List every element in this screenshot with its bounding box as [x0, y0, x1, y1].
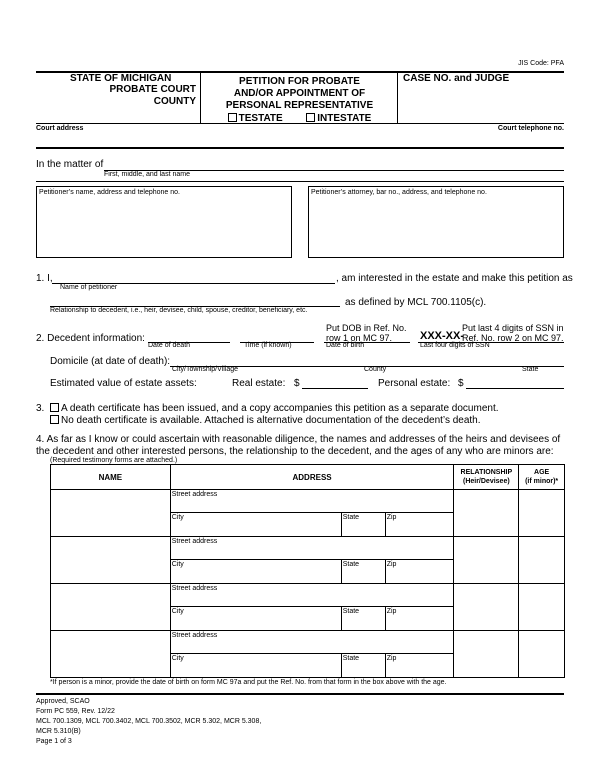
state-label: State — [342, 561, 360, 568]
petitioner-box-label: Petitioner’s name, address and telephone no. — [39, 189, 181, 196]
domicile-label: Domicile (at date of death): — [50, 356, 171, 367]
city-label: City — [171, 608, 184, 615]
col-age — [519, 465, 565, 490]
street-label: Street address — [171, 491, 218, 498]
intestate-label: INTESTATE — [317, 113, 372, 124]
col-relationship-line-2: (Heir/Devisee) — [462, 478, 510, 485]
heir-age-cell[interactable] — [519, 631, 565, 678]
intestate-checkbox[interactable] — [306, 113, 315, 122]
item1-number: 1. I, — [36, 273, 53, 284]
item4-text: 4. As far as I know or could ascertain with reasonable diligence, the names and addresses of the heirs and devisees of the decedent and other interested persons, the relationship to the decedent, and the ages of any who are minors are: — [36, 434, 561, 457]
col-relationship-line-1: RELATIONSHIP — [460, 469, 513, 476]
city-label: City — [171, 514, 184, 521]
minor-footnote: *If person is a minor, provide the date of birth on form MC 97a and put the Ref. No. from that form in the box above with the age. — [50, 679, 447, 686]
table-row — [51, 584, 565, 631]
county-label: COUNTY — [153, 96, 196, 107]
form-title-line-3: PERSONAL REPRESENTATIVE — [225, 100, 374, 111]
heir-address-cell[interactable] — [170, 537, 454, 584]
no-certificate-checkbox[interactable] — [50, 415, 59, 424]
heir-relationship-cell[interactable] — [454, 537, 519, 584]
no-certificate-text: No death certificate is available. Attached is alternative documentation of the decedent’s death. — [61, 415, 481, 426]
matter-label: In the matter of — [36, 159, 104, 170]
heir-address-cell[interactable] — [170, 631, 454, 678]
item4-note: (Required testimony forms are attached.) — [50, 457, 178, 464]
dob-note — [326, 323, 407, 343]
street-label: Street address — [171, 585, 218, 592]
col-address: ADDRESS — [170, 465, 454, 490]
date-of-death-sublabel: Date of death — [148, 342, 191, 349]
death-certificate-checkbox[interactable] — [50, 403, 59, 412]
estimated-label: Estimated value of estate assets: — [50, 378, 197, 389]
heir-address-cell[interactable] — [170, 490, 454, 537]
dob-sublabel: Date of birth — [326, 342, 365, 349]
ssn-note-line-1: Put last 4 digits of SSN in — [462, 323, 564, 333]
footer-line-3: MCL 700.1309, MCL 700.3402, MCL 700.3502, MCR 5.302, MCR 5.308, — [36, 718, 262, 725]
col-relationship — [454, 465, 519, 490]
court-info-rule — [36, 147, 564, 149]
real-estate-dollar: $ — [294, 378, 300, 389]
footer-line-5: Page 1 of 3 — [36, 738, 72, 745]
footer-rule — [36, 693, 564, 695]
item3-option2 — [50, 415, 481, 426]
personal-estate-label: Personal estate: — [378, 378, 451, 389]
heir-relationship-cell[interactable] — [454, 490, 519, 537]
ssn-note-line-2: Ref. No. row 2 on MC 97. — [462, 333, 564, 343]
ssn-note — [462, 323, 564, 343]
defined-text: as defined by MCL 700.1105(c). — [345, 297, 487, 308]
heir-relationship-cell[interactable] — [454, 584, 519, 631]
dob-note-line-2: row 1 on MC 97. — [326, 333, 393, 343]
zip-label: Zip — [386, 561, 397, 568]
dob-note-line-1: Put DOB in Ref. No. — [326, 323, 407, 333]
ssn-prefix: XXX-XX- — [420, 330, 465, 342]
zip-label: Zip — [386, 608, 397, 615]
form-title-line-2: AND/OR APPOINTMENT OF — [233, 88, 366, 99]
personal-estate-dollar: $ — [458, 378, 464, 389]
probate-court: PROBATE COURT — [109, 84, 196, 95]
personal-estate-line[interactable] — [466, 388, 564, 389]
table-row — [51, 631, 565, 678]
jis-code: JIS Code: PFA — [518, 60, 564, 67]
form-title — [202, 76, 397, 125]
street-label: Street address — [171, 632, 218, 639]
petitioner-name-sublabel: Name of petitioner — [60, 284, 118, 291]
col-name: NAME — [51, 465, 171, 490]
item3-number: 3. — [36, 403, 45, 414]
footer-line-4: MCR 5.310(B) — [36, 728, 81, 735]
court-address-label: Court address — [36, 125, 84, 132]
state-name: STATE OF MICHIGAN — [70, 73, 172, 84]
ssn-sublabel: Last four digits of SSN — [420, 342, 490, 349]
testate-checkbox[interactable] — [228, 113, 237, 122]
heir-address-cell[interactable] — [170, 584, 454, 631]
time-sublabel: Time (if known) — [244, 342, 292, 349]
heir-relationship-cell[interactable] — [454, 631, 519, 678]
item2-label: 2. Decedent information: — [36, 333, 145, 344]
heir-name-cell[interactable] — [51, 490, 171, 537]
county-sublabel: County — [364, 366, 387, 373]
city-sublabel: City/Township/Village — [172, 366, 239, 373]
heir-name-cell[interactable] — [51, 584, 171, 631]
matter-rule — [36, 181, 564, 182]
real-estate-label: Real estate: — [232, 378, 286, 389]
case-no-judge: CASE NO. and JUDGE — [403, 73, 510, 84]
heir-name-cell[interactable] — [51, 631, 171, 678]
state-label: State — [342, 608, 360, 615]
state-label: State — [342, 655, 360, 662]
interested-text: , am interested in the estate and make this petition as — [336, 273, 573, 284]
header-bottom-rule — [36, 123, 564, 124]
footer-info — [36, 697, 261, 747]
city-label: City — [171, 655, 184, 662]
state-sublabel: State — [522, 366, 539, 373]
item3-option1 — [50, 403, 499, 414]
header-divider-1 — [200, 72, 201, 124]
table-row — [51, 537, 565, 584]
footer-line-1: Approved, SCAO — [36, 698, 90, 705]
zip-label: Zip — [386, 655, 397, 662]
death-certificate-text: A death certificate has been issued, and a copy accompanies this petition as a separate document. — [61, 403, 499, 414]
footer-line-2: Form PC 559, Rev. 12/22 — [36, 708, 115, 715]
court-phone-label: Court telephone no. — [497, 125, 564, 132]
heirs-table — [50, 464, 565, 678]
form-title-line-1: PETITION FOR PROBATE — [239, 76, 360, 87]
table-row — [51, 490, 565, 537]
real-estate-line[interactable] — [302, 388, 368, 389]
attorney-box-label: Petitioner’s attorney, bar no., address, and telephone no. — [311, 189, 487, 196]
testate-label: TESTATE — [238, 113, 283, 124]
state-label: State — [342, 514, 360, 521]
attorney-box[interactable] — [308, 186, 564, 258]
heir-name-cell[interactable] — [51, 537, 171, 584]
header-divider-2 — [397, 72, 398, 124]
decedent-name-sublabel: First, middle, and last name — [104, 171, 190, 178]
heir-age-cell[interactable] — [519, 584, 565, 631]
zip-label: Zip — [386, 514, 397, 521]
relationship-sublabel: Relationship to decedent, i.e., heir, devisee, child, spouse, creditor, beneficiary, etc. — [50, 307, 308, 314]
heir-age-cell[interactable] — [519, 537, 565, 584]
col-age-line-2: (if minor)* — [525, 478, 559, 485]
petitioner-box[interactable] — [36, 186, 292, 258]
heir-age-cell[interactable] — [519, 490, 565, 537]
col-age-line-1: AGE — [534, 469, 550, 476]
street-label: Street address — [171, 538, 218, 545]
city-label: City — [171, 561, 184, 568]
